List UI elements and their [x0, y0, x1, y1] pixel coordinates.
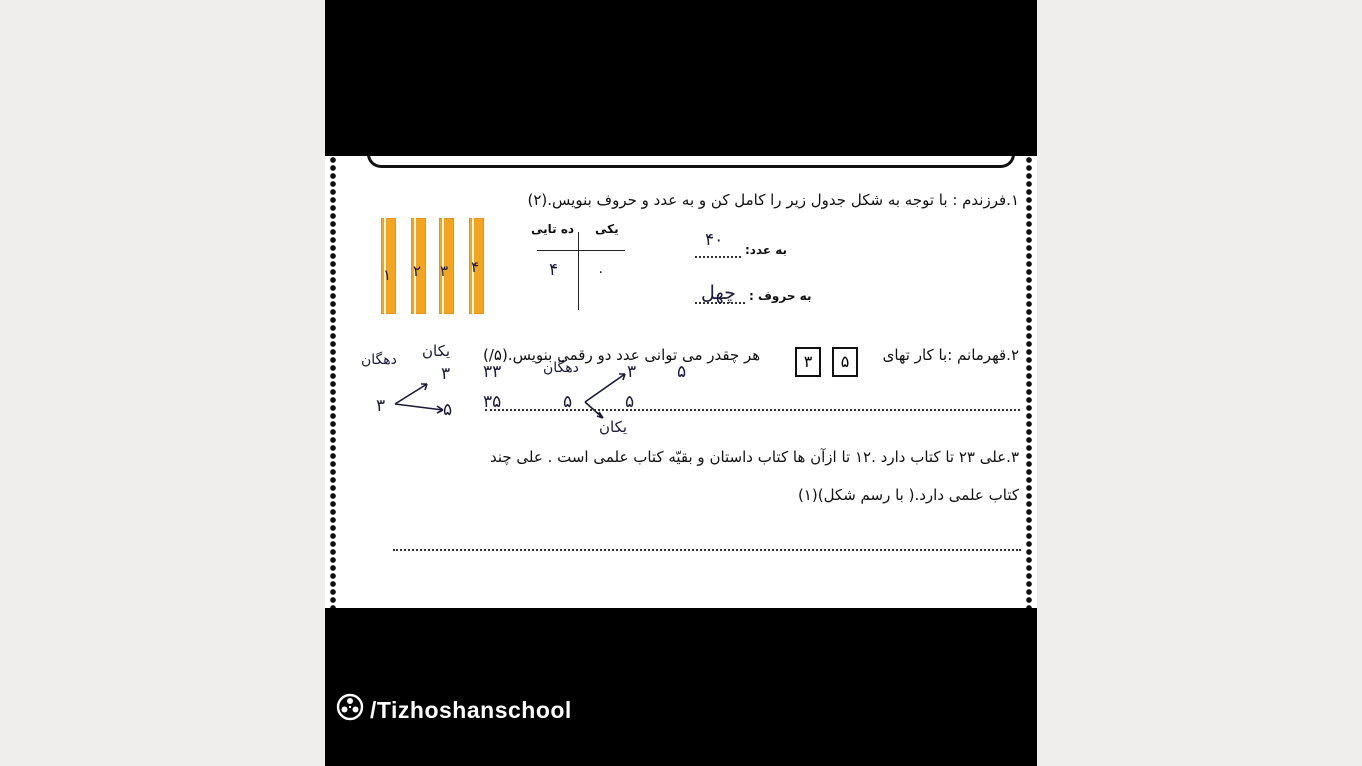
words-label: به حروف :	[749, 289, 812, 303]
worksheet-page	[325, 156, 1037, 608]
question-3-line-2: کتاب علمی دارد.( با رسم شکل)(۱)	[797, 486, 1019, 504]
rod-label: ۲	[413, 262, 422, 280]
hand-note: ۳	[376, 396, 386, 416]
ones-cell: ۰	[597, 264, 605, 280]
watermark-text: /Tizhoshanschool	[370, 696, 572, 723]
table-vertical-line	[578, 232, 579, 310]
tens-rod	[381, 218, 396, 314]
answer-line	[393, 549, 1021, 551]
hand-note: ۵	[677, 362, 687, 382]
hand-note: یکان	[422, 342, 451, 360]
ones-header: یکی	[595, 222, 619, 236]
question-2-prompt-part1: ۲.قهرمانم :با کار تهای	[882, 346, 1019, 364]
tens-header: ده تایی	[531, 222, 575, 236]
hand-note: ۵	[563, 392, 573, 412]
rod-label: ۴	[471, 258, 480, 276]
arrow-sketch	[385, 378, 465, 418]
number-answer-line	[695, 256, 741, 258]
rod-label: ۱	[383, 266, 392, 284]
hand-note: یکان	[599, 418, 628, 436]
question-3-line-1: ۳.علی ۲۳ تا کتاب دارد .۱۲ تا ازآن ها کتاب داستان و بقیّه کتاب علمی است . علی چند	[489, 448, 1019, 466]
tens-rods	[381, 218, 491, 316]
table-horizontal-line	[537, 250, 625, 251]
hand-note: ۳۵	[483, 392, 502, 412]
question-1-prompt: ۱.فرزندم : با توجه به شکل جدول زیر را کامل کن و به عدد و حروف بنویس.(۲)	[527, 191, 1019, 209]
film-reel-icon	[336, 693, 364, 727]
hand-note: ۳	[441, 364, 451, 384]
tens-rod	[469, 218, 484, 314]
tens-rod	[411, 218, 426, 314]
decorative-border-left	[329, 156, 337, 608]
hand-note: دهگان	[543, 360, 579, 376]
question-2-prompt-part2: هر چقدر می توانی عدد دو رقمی بنویس.(۵/)	[483, 346, 761, 364]
arrow-sketch	[579, 366, 649, 422]
tens-rod	[439, 218, 454, 314]
channel-watermark	[336, 693, 572, 727]
number-answer: ۴۰	[705, 230, 724, 250]
hand-note: ۵	[443, 400, 453, 420]
hand-note: ۳	[627, 362, 637, 382]
digit-card: ۵	[832, 347, 858, 377]
answer-line	[485, 409, 1020, 411]
hand-note: ۵	[625, 392, 635, 412]
hand-note: ۳۳	[483, 362, 502, 382]
number-label: به عدد:	[745, 243, 788, 257]
words-answer: چهل	[701, 282, 736, 304]
decorative-border-right	[1025, 156, 1033, 608]
place-value-table	[531, 220, 627, 312]
digit-card: ۳	[795, 347, 821, 377]
rod-label: ۳	[440, 262, 449, 280]
header-frame	[367, 156, 1015, 168]
tens-cell: ۴	[549, 260, 559, 280]
hand-note: دهگان	[361, 352, 397, 368]
